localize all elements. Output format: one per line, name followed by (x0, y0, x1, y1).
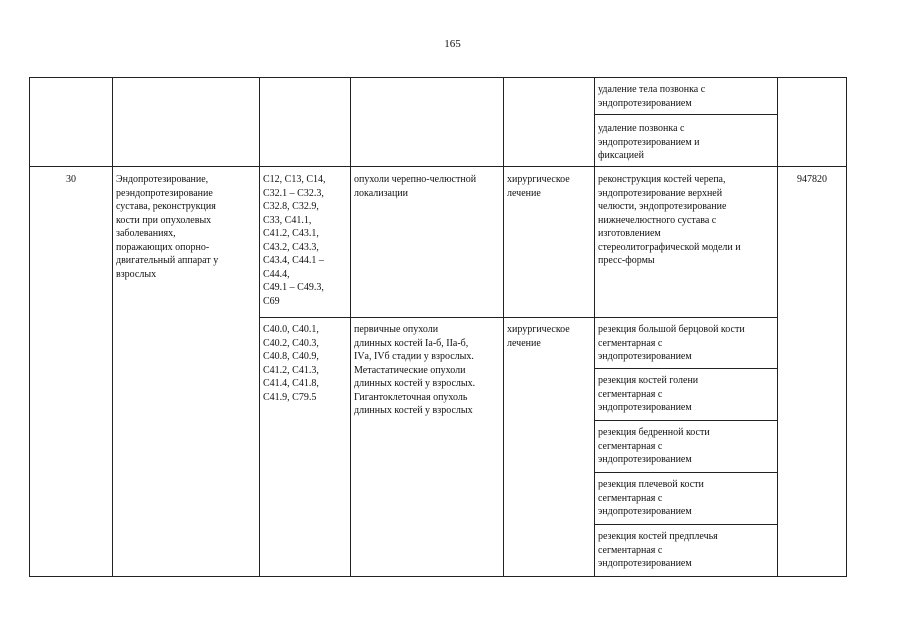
method-cell: удаление позвонка с эндопротезированием и фиксацией (598, 123, 700, 161)
icd-codes: C40.0, C40.1, C40.2, C40.3, C40.8, C40.9, C41.2, C41.3, C41.4, C41.8, C41.9, C79.5 (263, 324, 319, 403)
method-cell: резекция большой берцовой кости сегментарная с эндопротезированием (598, 324, 745, 362)
column-divider (503, 78, 504, 576)
icd-codes: C12, C13, C14, C32.1 – C32.3, C32.8, C32.9, C33, C41.1, C41.2, C43.1, C43.2, C43.3, C43.4, C44.1 – C44.4, C49.1 – C49.3, C69 (263, 174, 326, 307)
row-divider (594, 420, 777, 421)
page-number: 165 (444, 38, 461, 50)
row-divider (259, 317, 777, 318)
diagnosis: опухоли черепно-челюстной локализации (354, 174, 477, 199)
row-divider (594, 114, 777, 115)
row-divider (594, 368, 777, 369)
method-cell: резекция плечевой кости сегментарная с эндопротезированием (598, 479, 704, 517)
column-divider (259, 78, 260, 576)
row-divider (594, 524, 777, 525)
method-cell: резекция бедренной кости сегментарная с эндопротезированием (598, 427, 710, 465)
column-divider (112, 78, 113, 576)
row-number: 30 (66, 174, 76, 185)
treatment-table (29, 77, 847, 577)
method-cell: реконструкция костей черепа, эндопротезирование верхней челюсти, эндопротезирование нижнечелюстного сустава с изготовлением стереолитографической модели и пресс-формы (598, 174, 741, 266)
method-cell: удаление тела позвонка с эндопротезированием (598, 84, 706, 109)
column-divider (777, 78, 778, 576)
method-cell: резекция костей предплечья сегментарная с эндопротезированием (598, 531, 718, 569)
treatment-name: Эндопротезирование, реэндопротезирование сустава, реконструкция кости при опухолевых заболеваниях, поражающих опорно- двигательный аппарат у взрослых (116, 174, 219, 280)
column-divider (594, 78, 595, 576)
column-divider (350, 78, 351, 576)
diagnosis: первичные опухоли длинных костей Iа-б, IIа-б, IVа, IVб стадии у взрослых. Метастатические опухоли длинных костей у взрослых. Гигантоклеточная опухоль длинных костей у взрослых (354, 324, 476, 416)
price: 947820 (797, 174, 827, 185)
method-cell: резекция костей голени сегментарная с эндопротезированием (598, 375, 699, 413)
row-divider (594, 472, 777, 473)
treatment-type: хирургическое лечение (507, 324, 570, 349)
row-divider (30, 166, 846, 167)
treatment-type: хирургическое лечение (507, 174, 570, 199)
